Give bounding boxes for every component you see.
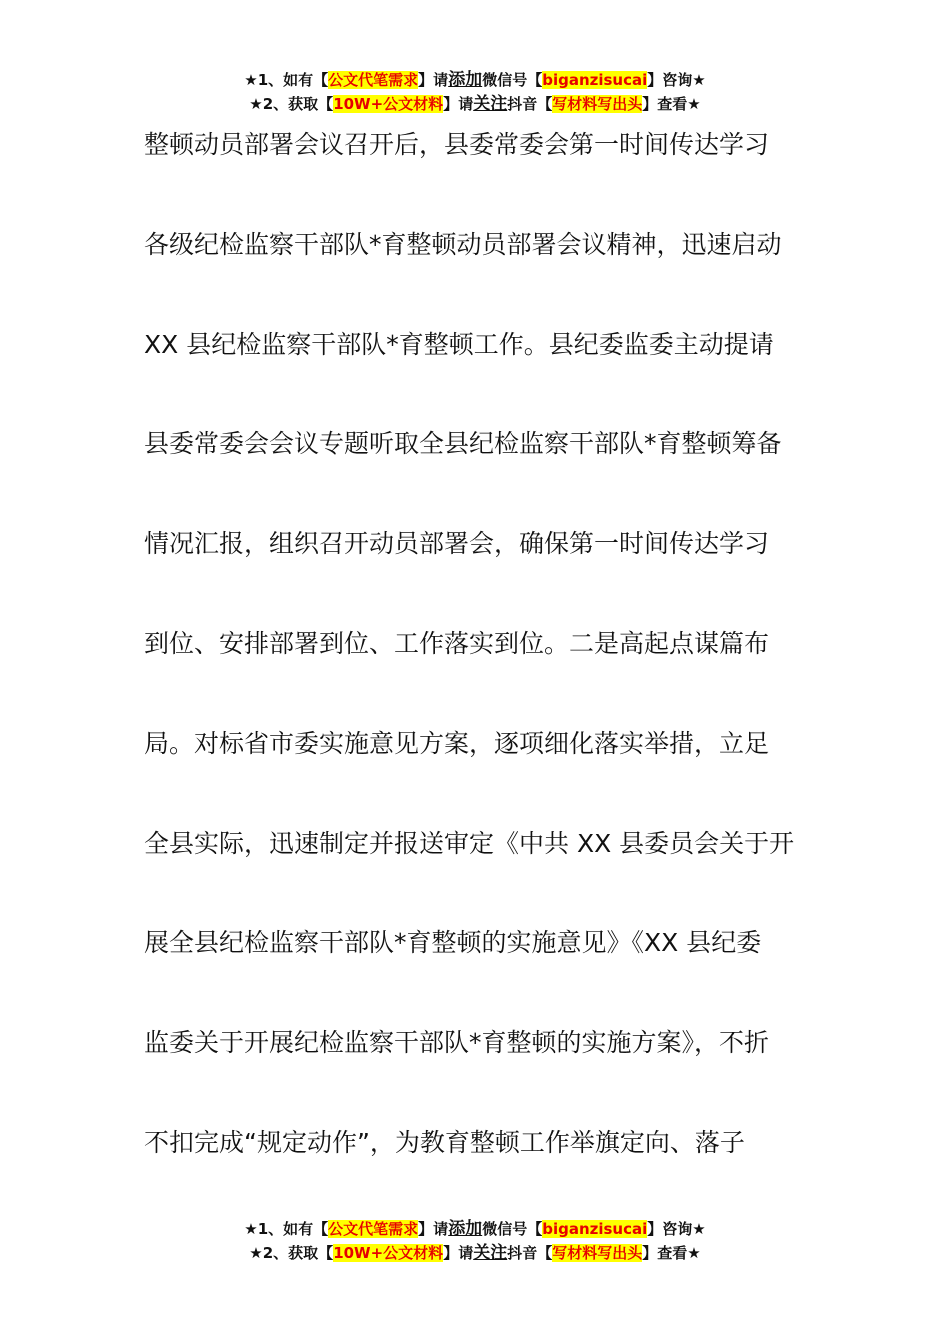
promo-wechat-id: biganzisucai	[542, 1220, 648, 1238]
promo-text: 】查看★	[642, 1244, 701, 1262]
promo-wechat-id: biganzisucai	[542, 71, 648, 89]
promo-text: 】咨询★	[647, 1220, 706, 1238]
body-line: 全县实际，迅速制定并报送审定《中共 XX 县委员会关于开	[144, 828, 795, 858]
promo-highlight: 10W+公文材料	[333, 1244, 444, 1262]
body-line: 情况汇报，组织召开动员部署会，确保第一时间传达学习	[144, 529, 770, 559]
promo-highlight: 10W+公文材料	[333, 95, 444, 113]
promo-text: ★2、获取【	[249, 1244, 334, 1262]
body-line: 展全县纪检监察干部队*育整顿的实施意见》《XX 县纪委	[144, 928, 762, 958]
promo-line-2	[0, 92, 950, 116]
promo-text: 微信号【	[482, 1220, 543, 1238]
footer-promo-banner	[0, 1217, 950, 1265]
promo-line-2	[0, 1241, 950, 1265]
promo-emphasis: 添加	[448, 70, 483, 90]
promo-text: 】查看★	[642, 95, 701, 113]
promo-text: ★1、如有【	[244, 1220, 329, 1238]
body-line: 县委常委会会议专题听取全县纪检监察干部队*育整顿筹备	[144, 429, 782, 459]
promo-account-name: 写材料写出头	[552, 95, 643, 113]
promo-line-1	[0, 68, 950, 92]
promo-emphasis: 添加	[448, 1219, 483, 1239]
body-line: 各级纪检监察干部队*育整顿动员部署会议精神，迅速启动	[144, 229, 782, 259]
body-line: 监委关于开展纪检监察干部队*育整顿的实施方案》，不折	[144, 1028, 770, 1058]
promo-text: ★2、获取【	[249, 95, 334, 113]
promo-text: 】请	[418, 71, 449, 89]
promo-text: 】咨询★	[647, 71, 706, 89]
body-line: 局。对标省市委实施意见方案，逐项细化落实举措，立足	[144, 728, 770, 758]
body-line: 整顿动员部署会议召开后，县委常委会第一时间传达学习	[144, 130, 770, 159]
promo-account-name: 写材料写出头	[552, 1244, 643, 1262]
promo-text: 】请	[418, 1220, 449, 1238]
body-line: 不扣完成“规定动作”，为教育整顿工作举旗定向、落子	[144, 1127, 745, 1157]
promo-text: 抖音【	[507, 95, 553, 113]
promo-highlight: 公文代笔需求	[328, 71, 419, 89]
promo-highlight: 公文代笔需求	[328, 1220, 419, 1238]
promo-line-1	[0, 1217, 950, 1241]
promo-text: ★1、如有【	[244, 71, 329, 89]
promo-text: 】请	[443, 95, 474, 113]
body-line: 到位、安排部署到位、工作落实到位。二是高起点谋篇布	[144, 628, 770, 658]
document-body	[144, 118, 824, 1216]
header-promo-banner	[0, 68, 950, 116]
promo-emphasis: 关注	[473, 1243, 508, 1263]
promo-text: 微信号【	[482, 71, 543, 89]
promo-text: 】请	[443, 1244, 474, 1262]
promo-emphasis: 关注	[473, 94, 508, 114]
promo-text: 抖音【	[507, 1244, 553, 1262]
body-line: XX 县纪检监察干部队*育整顿工作。县纪委监委主动提请	[144, 329, 774, 359]
